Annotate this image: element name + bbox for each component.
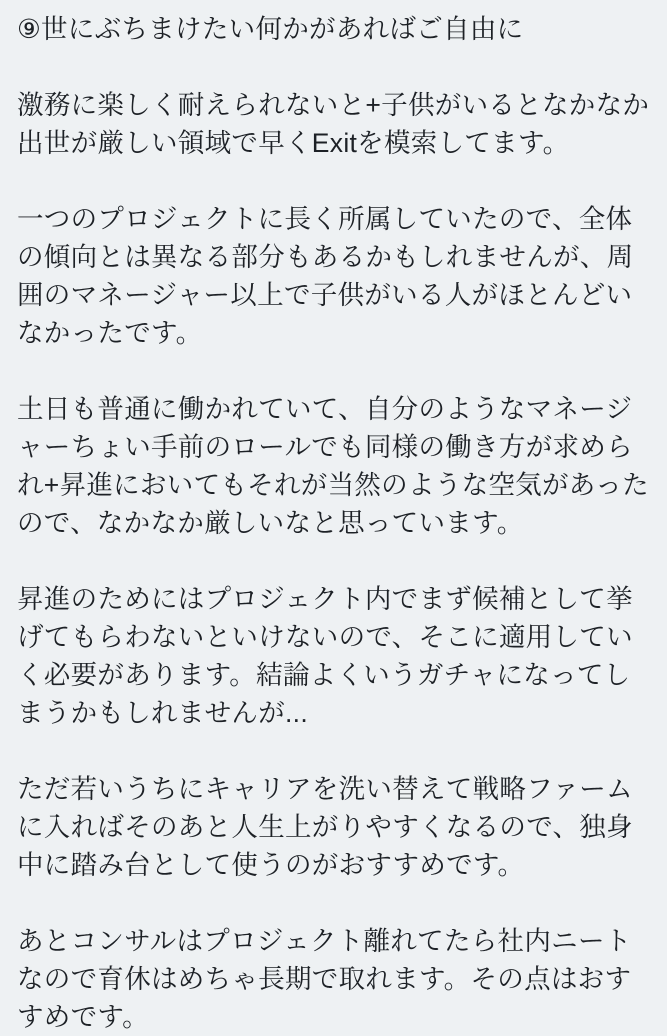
answer-paragraph: あとコンサルはプロジェクト離れてたら社内ニートなので育休はめちゃ長期で取れます。その点はおすすめです。 [17, 926, 632, 1032]
answer-paragraph: ただ若いうちにキャリアを洗い替えて戦略ファームに入ればそのあと人生上がりやすくなるので、独身中に踏み台として使うのがおすすめです。 [17, 774, 633, 880]
answer-paragraph: 土日も普通に働かれていて、自分のようなマネージャーちょい手前のロールでも同様の働き方が求められ+昇進においてもそれが当然のような空気があったので、なかなか厳しいなと思っています。 [17, 394, 649, 538]
answer-paragraph: 激務に楽しく耐えられないと+子供がいるとなかなか出世が厳しい領域で早くExitを模索してます。 [17, 90, 650, 158]
answer-paragraph: 昇進のためにはプロジェクト内でまず候補として挙げてもらわないといけないので、そこに適用していく必要があります。結論よくいうガチャになってしまうかもしれませんが... [17, 584, 633, 728]
answer-paragraph: 一つのプロジェクトに長く所属していたので、全体の傾向とは異なる部分もあるかもしれませんが、周囲のマネージャー以上で子供がいる人がほとんどいなかったです。 [17, 204, 634, 348]
question-heading: ⑨世にぶちまけたい何かがあればご自由に [17, 14, 524, 44]
